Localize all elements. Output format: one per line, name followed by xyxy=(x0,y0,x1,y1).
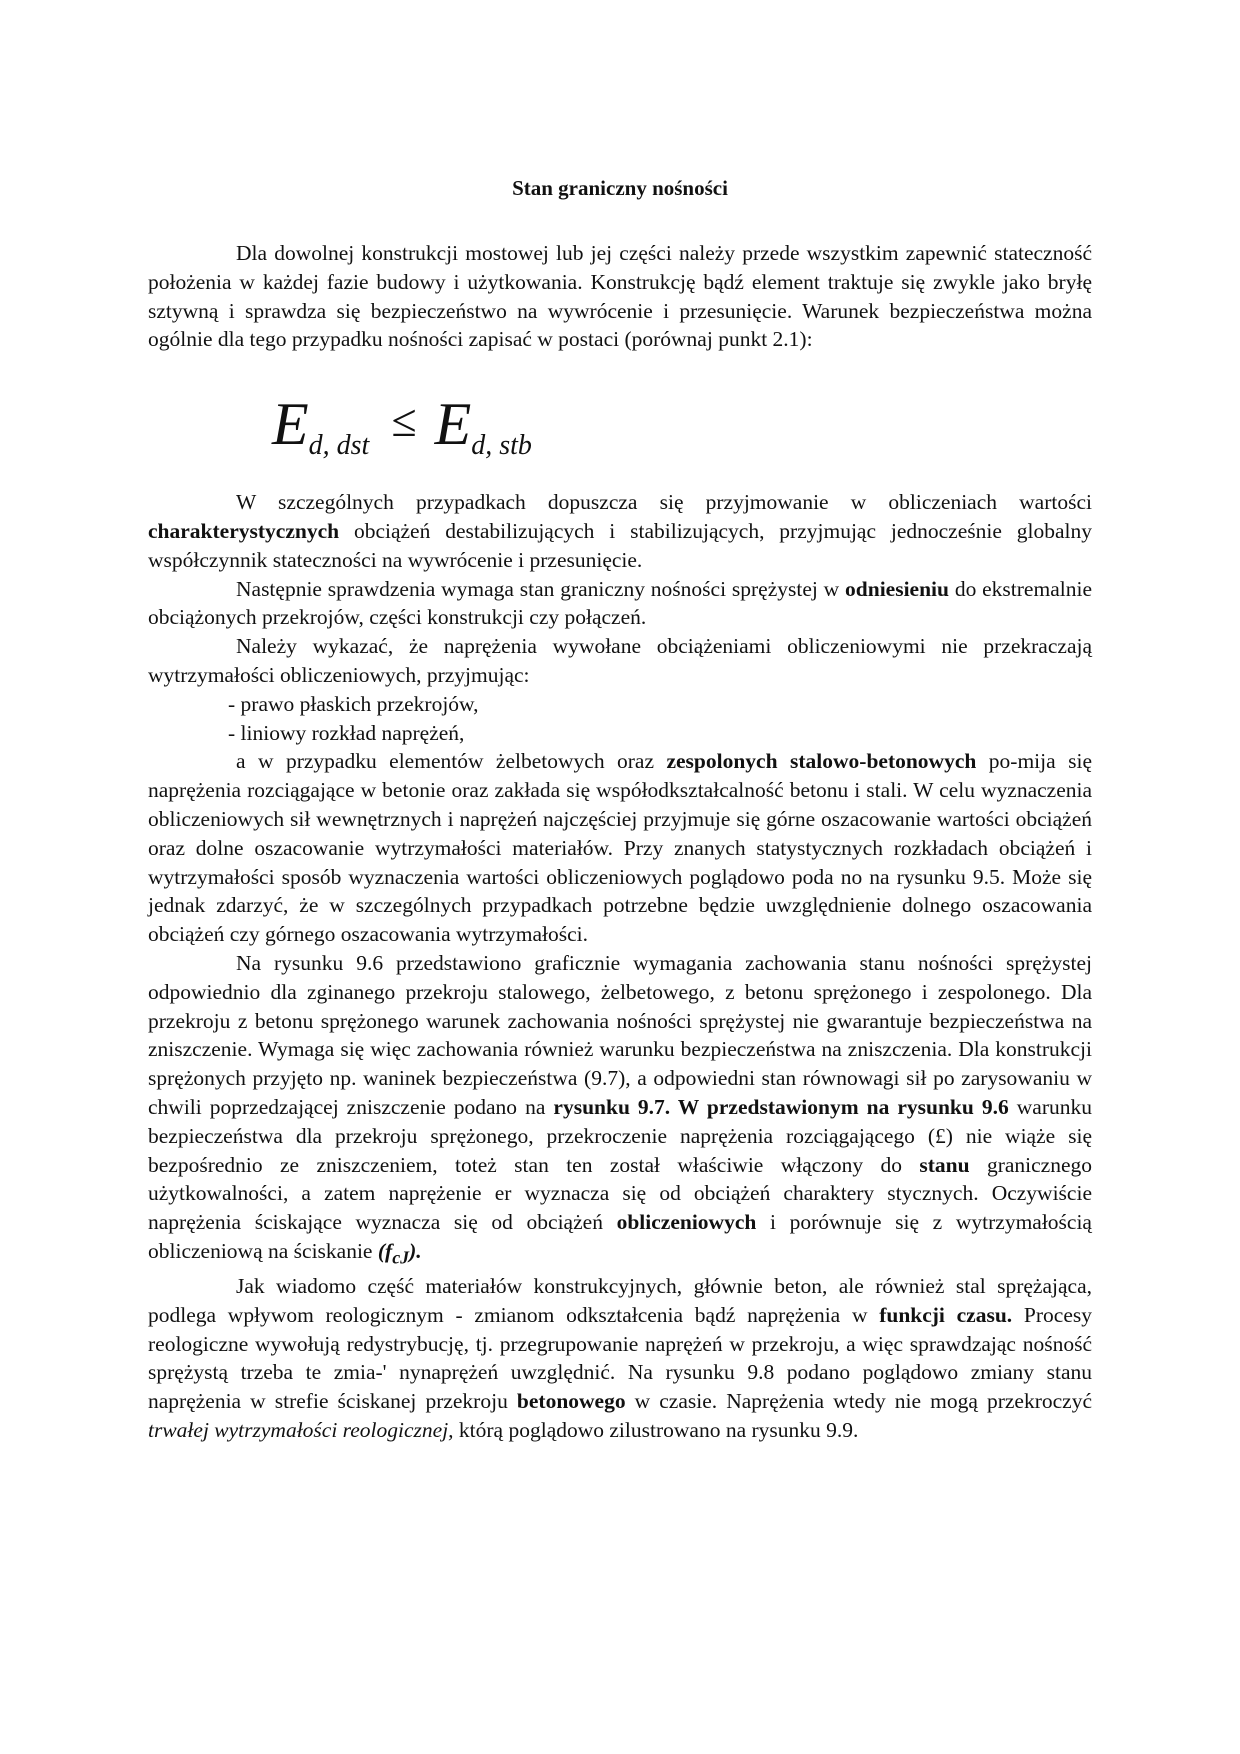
paragraph-5-bold: zespolonych stalowo-betonowych xyxy=(666,749,977,774)
paragraph-6-text-d: i porównuje się z wytrzymałością obliczeniową na ściskanie xyxy=(148,1210,1092,1263)
paragraph-3-text-b: do ekstremalnie obciążonych przekrojów, części konstrukcji czy połączeń. xyxy=(148,576,1092,630)
formula-lhs-subscript: d, dst xyxy=(308,430,370,462)
paragraph-6-bold-3: obliczeniowych xyxy=(616,1210,757,1235)
page-title: Stan graniczny nośności xyxy=(512,176,728,200)
paragraph-5-text-a: a w przypadku elementów żelbetowych oraz xyxy=(236,749,667,774)
paragraph-6-text-b: warunku bezpieczeństwa dla przekroju sprężonego, przekroczenie naprężenia rozciągającego (£) nie wiąże się bezpośrednio ze zniszczeniem, toteż stan ten został właściwie włączony do xyxy=(148,1094,1092,1177)
formula-relation: ≤ xyxy=(391,395,417,447)
paragraph-7-bold-2: betonowego xyxy=(516,1389,626,1414)
paragraph-6-symbol-base: (f xyxy=(377,1238,393,1263)
paragraph-2-text-a: W szczególnych przypadkach dopuszcza się przyjmowanie w obliczeniach wartości xyxy=(236,490,1092,515)
paragraph-2-bold: charakterystycznych xyxy=(148,518,340,543)
paragraph-2-text-b: obciążeń destabilizujących i stabilizujących, przyjmując jednocześnie globalny współczynnik stateczności na wywrócenie i przesunięcie. xyxy=(148,518,1092,572)
paragraph-3-text-a: Następnie sprawdzenia wymaga stan graniczny nośności sprężystej w xyxy=(236,576,846,601)
formula-stability-condition xyxy=(272,378,1092,464)
list-item-2: - liniowy rozkład naprężeń, xyxy=(228,720,465,745)
paragraph-5 xyxy=(148,747,1092,949)
document-page xyxy=(148,176,1092,1445)
list-item-1: - prawo płaskich przekrojów, xyxy=(228,691,479,716)
paragraph-6 xyxy=(148,949,1092,1272)
paragraph-6-symbol-sub: cJ xyxy=(392,1247,410,1268)
paragraph-3 xyxy=(148,575,1092,633)
paragraph-7-text-b: Procesy reologiczne wywołują redystrybucję, tj. przegrupowanie naprężeń w przekroju, a więc sprawdzając nośność sprężystą trzeba te zmia-' nynaprężeń uwzględnić. Na rysunku 9.8 podano poglądowo zmiany stanu naprężenia w strefie ściskanej przekroju xyxy=(148,1302,1092,1414)
paragraph-6-text-c: granicznego użytkowalności, a zatem naprężenie er wyznacza się od obciążeń charaktery stycznych. Oczywiście naprężenia ściskające wyznacza się od obciążeń xyxy=(148,1152,1092,1235)
paragraph-6-text-a: Na rysunku 9.6 przedstawiono graficznie wymagania zachowania stanu nośności sprężystej odpowiednio dla zginanego przekroju stalowego, żelbetowego, z betonu sprężonego i zespolonego. Dla przekroju z betonu sprężonego warunek zachowania nośności sprężystej nie gwarantuje bezpieczeństwa na zniszczenie. Wymaga się więc zachowania również warunku bezpieczeństwa na zniszczenia. Dla konstrukcji sprężonych przyjęto np. waninek bezpieczeństwa (9.7), a odpowiedni stan równowagi sił po zarysowaniu w chwili poprzedzającej zniszczenie podano na xyxy=(148,950,1092,1119)
paragraph-7-text-d: którą poglądowo zilustrowano na rysunku 9.9. xyxy=(453,1417,859,1442)
paragraph-2 xyxy=(148,488,1092,574)
paragraph-5-text-b: po-mija się naprężenia rozciągające w betonie oraz zakłada się współodkształcalność betonu i stali. W celu wyznaczenia obliczeniowych sił wewnętrznych i naprężeń najczęściej przyjmuje się górne oszacowanie wartości obciążeń oraz dolne oszacowanie wytrzymałości materiałów. Przy znanych statystycznych rozkładach obciążeń i wytrzymałości sposób wyznaczenia wartości obliczeniowych poglądowo poda no na rysunku 9.5. Może się jednak zdarzyć, że w szczególnych przypadkach potrzebne będzie uwzględnienie dolnego oszacowania obciążeń czy górnego oszacowania wytrzymałości. xyxy=(148,749,1092,947)
paragraph-7-text-a: Jak wiadomo część materiałów konstrukcyjnych, głównie beton, ale również stal sprężająca, podlega wpływom reologicznym - zmianom odkształcenia bądź naprężenia w xyxy=(148,1274,1092,1327)
paragraph-7-italic: trwałej wytrzymałości reologicznej, xyxy=(148,1417,454,1442)
formula-rhs: E xyxy=(434,391,472,458)
paragraph-7-text-c: w czasie. Naprężenia wtedy nie mogą przekroczyć xyxy=(625,1389,1092,1414)
paragraph-7 xyxy=(148,1272,1092,1445)
paragraph-6-bold-2: stanu xyxy=(919,1152,970,1177)
paragraph-3-bold: odniesieniu xyxy=(845,576,949,601)
paragraph-6-symbol xyxy=(377,1238,422,1268)
formula-lhs: E xyxy=(272,391,309,458)
paragraph-6-bold-1: rysunku 9.7. W przedstawionym na rysunku 9.6 xyxy=(553,1094,1009,1119)
formula-rhs-subscript: d, stb xyxy=(471,430,532,462)
paragraph-4: Należy wykazać, że naprężenia wywołane obciążeniami obliczeniowymi nie przekraczają wytrzymałości obliczeniowych, przyjmując: xyxy=(148,634,1092,687)
paragraph-1: Dla dowolnej konstrukcji mostowej lub jej części należy przede wszystkim zapewnić stateczność położenia w każdej fazie budowy i użytkowania. Konstrukcję bądź element traktuje się zwykle jako bryłę sztywną i sprawdza się bezpieczeństwo na wywrócenie i przesunięcie. Warunek bezpieczeństwa można ogólnie dla tego przypadku nośności zapisać w postaci (porównaj punkt 2.1): xyxy=(148,241,1092,352)
paragraph-7-bold-1: funkcji czasu. xyxy=(879,1302,1013,1327)
paragraph-6-symbol-end: ). xyxy=(409,1238,422,1263)
